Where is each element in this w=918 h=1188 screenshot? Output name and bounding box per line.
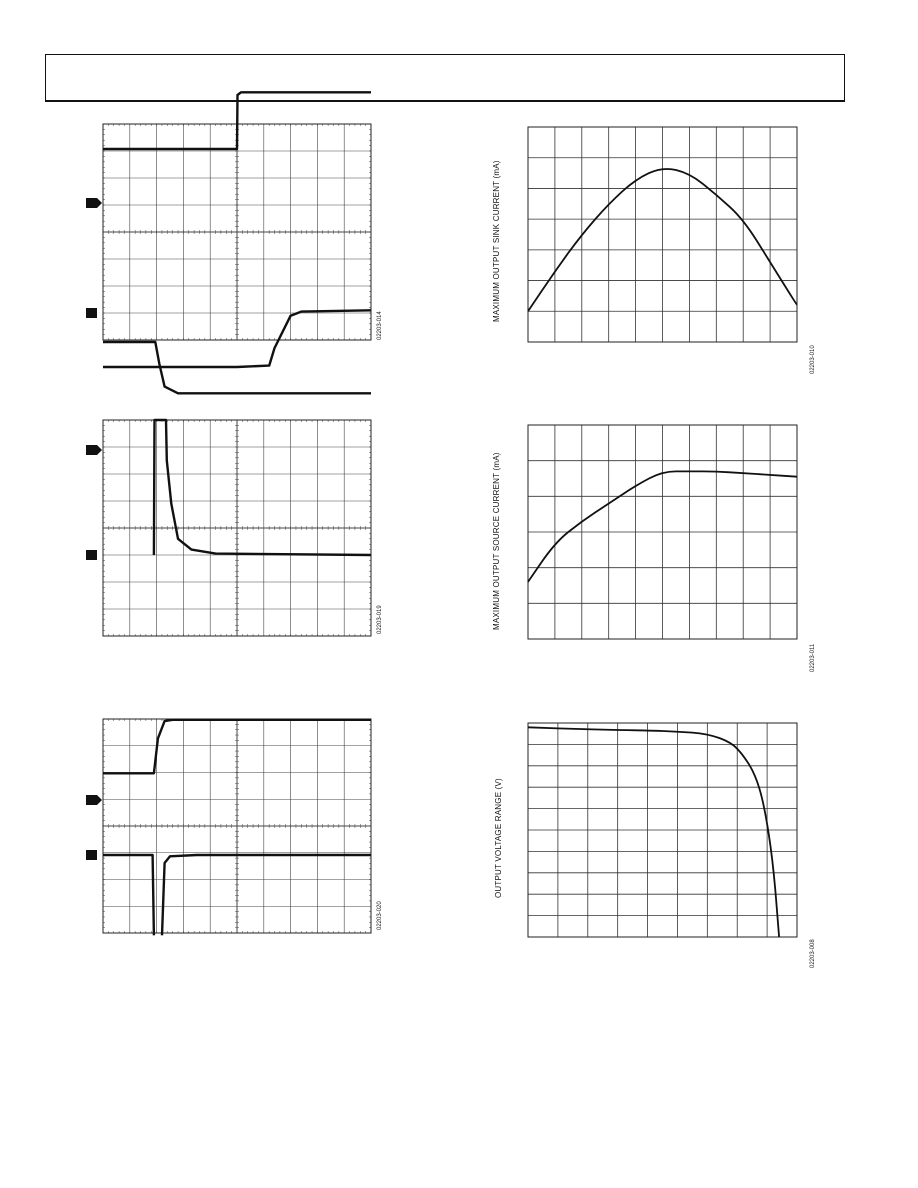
chart-source-current-ylabel: MAXIMUM OUTPUT SOURCE CURRENT (mA) (492, 452, 501, 630)
chart-sink-current-ylabel: MAXIMUM OUTPUT SINK CURRENT (mA) (492, 160, 501, 322)
scope-figure-2-id: 02203-019 (377, 605, 383, 634)
scope-figure-1-id: 02203-014 (377, 311, 383, 340)
chart-series-line (528, 727, 779, 937)
chart-output-voltage-ylabel: OUTPUT VOLTAGE RANGE (V) (494, 778, 503, 898)
chart-sink-current-id: 02203-010 (810, 345, 816, 374)
scope-figure-3-id: 02203-020 (377, 901, 383, 930)
chart-output-voltage-id: 02203-008 (810, 939, 816, 968)
chart-grid (528, 723, 797, 937)
chart-source-current-id: 02203-011 (810, 643, 816, 672)
